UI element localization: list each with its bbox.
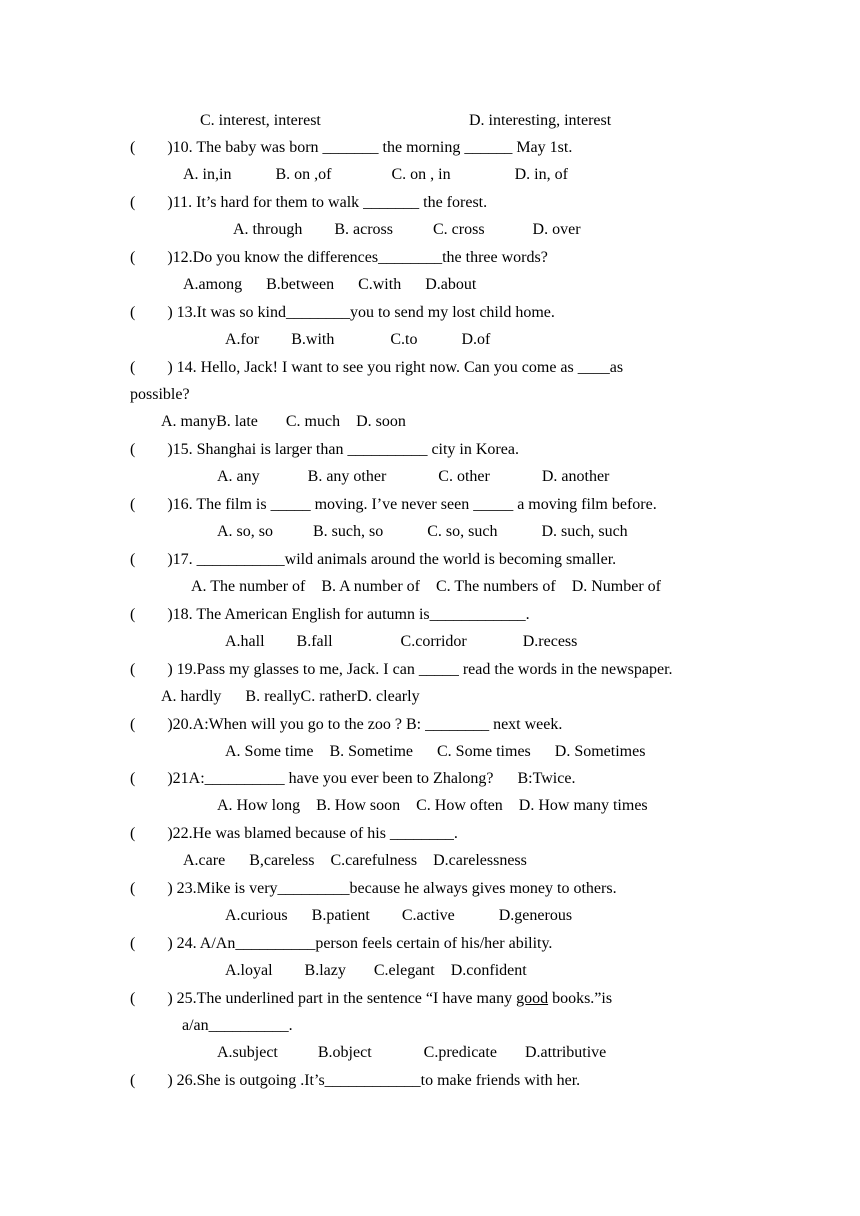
question-25-text-a: ( ) 25.The underlined part in the sentence “I have many [130, 990, 517, 1007]
question-14-cont: possible? [130, 386, 190, 403]
question-20: ( )20.A:When will you go to the zoo ? B: ________ next week. [130, 716, 563, 733]
question-21: ( )21A:__________ have you ever been to Zhalong? B:Twice. [130, 770, 576, 787]
question-16: ( )16. The film is _____ moving. I’ve never seen _____ a moving film before. [130, 496, 657, 513]
question-11: ( )11. It’s hard for them to walk _______ the forest. [130, 194, 488, 211]
options-20: A. Some time B. Sometime C. Some times D. Sometimes [225, 743, 646, 760]
question-10: ( )10. The baby was born _______ the morning ______ May 1st. [130, 139, 573, 156]
question-25-cont: a/an__________. [182, 1017, 293, 1034]
options-21: A. How long B. How soon C. How often D. How many times [217, 797, 648, 814]
question-13: ( ) 13.It was so kind________you to send my lost child home. [130, 304, 555, 321]
underlined-word: good [516, 990, 549, 1007]
option-c-q9: C. interest, interest [200, 112, 321, 129]
question-17: ( )17. ___________wild animals around the world is becoming smaller. [130, 551, 617, 568]
question-26: ( ) 26.She is outgoing .It’s____________to make friends with her. [130, 1072, 581, 1089]
question-19: ( ) 19.Pass my glasses to me, Jack. I can _____ read the words in the newspaper. [130, 661, 673, 678]
options-25: A.subject B.object C.predicate D.attributive [217, 1044, 607, 1061]
options-14: A. manyB. late C. much D. soon [161, 413, 406, 430]
question-23: ( ) 23.Mike is very_________because he always gives money to others. [130, 880, 617, 897]
question-15: ( )15. Shanghai is larger than __________ city in Korea. [130, 441, 519, 458]
option-d-q9: D. interesting, interest [469, 112, 612, 129]
options-15: A. any B. any other C. other D. another [217, 468, 610, 485]
options-12: A.among B.between C.with D.about [183, 276, 477, 293]
question-25-text-b: books.”is [548, 990, 613, 1007]
question-24: ( ) 24. A/An__________person feels certain of his/her ability. [130, 935, 553, 952]
options-22: A.care B,careless C.carefulness D.carelessness [183, 852, 527, 869]
options-17: A. The number of B. A number of C. The numbers of D. Number of [191, 578, 662, 595]
question-14: ( ) 14. Hello, Jack! I want to see you right now. Can you come as ____as [130, 359, 624, 376]
options-24: A.loyal B.lazy C.elegant D.confident [225, 962, 527, 979]
question-22: ( )22.He was blamed because of his ________. [130, 825, 458, 842]
question-18: ( )18. The American English for autumn is____________. [130, 606, 530, 623]
question-25 [130, 989, 612, 1009]
question-12: ( )12.Do you know the differences________the three words? [130, 249, 548, 266]
options-10: A. in,in B. on ,of C. on , in D. in, of [183, 166, 568, 183]
options-13: A.for B.with C.to D.of [225, 331, 491, 348]
options-23: A.curious B.patient C.active D.generous [225, 907, 573, 924]
options-11: A. through B. across C. cross D. over [233, 221, 581, 238]
options-18: A.hall B.fall C.corridor D.recess [225, 633, 578, 650]
options-19: A. hardly B. reallyC. ratherD. clearly [161, 688, 420, 705]
options-16: A. so, so B. such, so C. so, such D. such, such [217, 523, 628, 540]
